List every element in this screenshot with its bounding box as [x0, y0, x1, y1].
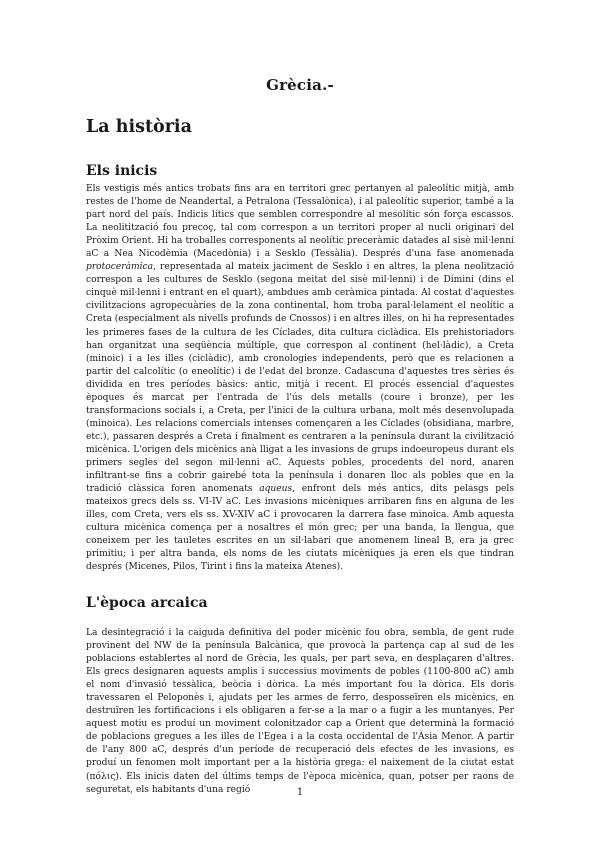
main-heading: La història [86, 117, 192, 137]
section-heading-epoca-arcaica: L'època arcaica [86, 595, 208, 611]
section-heading-els-inicis: Els inicis [86, 163, 158, 179]
section-body-epoca-arcaica [86, 627, 514, 797]
italic-term: aqueus [259, 484, 293, 495]
italic-term: protoceràmica [86, 262, 154, 273]
document-title: Grècia.- [266, 76, 334, 94]
text-run: , representada al mateix jaciment de Sesklo i en altres, la plena neolització correspon a les cultures de Sesklo (segona meitat del sisè mil·lenni) i de Dímini (dins el cinquè mil·lenni i entrant en el quart), ambdues amb ceràmica pintada. Al costat d'aquestes civilitzacions agropecuàries de la zona continental, hom troba paral·lelament el neolític a Creta (especialment als nivells profunds de Cnossos) i en altres illes, on hi ha representades les primeres fases de la cultura de les Cíclades, dita cultura ciclàdica. Els prehistoriadors han organitzat una seqüència múltiple, que correspon al continent (hel·làdic), a Creta (minoic) i a les illes (ciclàdic), amb cronologies independents, però que es relacionen a partir del calcolític (o eneolític) i de l'edat del bronze. Cadascuna d'aquestes tres sèries és dividida en tres períodes bàsics: antic, mitjà i recent. El procés essencial d'aquestes èpoques és marcat per l'entrada de l'ús dels metalls (coure i bronze), per les transformacions socials i, a Creta, per l'inici de la cultura urbana, molt més desenvolupada (minoica). Les relacions comercials intenses començaren a les Cíclades (obsidiana, marbre, etc.), passaren després a Creta i finalment es centraren a la península durant la civilització micènica. L'origen dels micènics anà lligat a les invasions de grups indoeuropeus durant els primers segles del segon mil·lenni aC. Aquests pobles, procedents del nord, anaren infiltrant-se fins a cobrir gairebé tota la península i donaren lloc als pobles que en la tradició clàssica foren anomenats [86, 262, 514, 495]
section-body-els-inicis [86, 183, 514, 574]
text-run: , enfront dels més antics, dits pelasgs pels mateixos grecs dels ss. VI-IV aC. Les invasions micèniques arribaren fins en alguna de les illes, com Creta, vers els ss. XV-XIV aC i provocaren la darrera fase minoica. Amb aquesta cultura micènica comença per a nosaltres el món grec; per una banda, la llengua, que coneixem per les tauletes escrites en un sil·labari que anomenem lineal B, era ja grec primitiu; i per altra banda, els noms de les ciutats micèniques ja eren els que tindran després (Micenes, Pilos, Tirint i fins la mateixa Atenes). [86, 484, 515, 573]
paragraph: La desintegració i la caiguda definitiva del poder micènic fou obra, sembla, de gent rude provinent del NW de la península Balcànica, que provocà la partença cap al sud de les poblacions establertes al nord de Grècia, les quals, per part seva, en desplaçaren d'altres. Els grecs designaren aquests amplis i successius moviments de pobles (1100-800 aC) amb el nom d'invasió tessàlica, beòcia i dòrica. La més important fou la dòrica. Els doris travessaren el Peloponès i, ajudats per les armes de ferro, desposseïren els micènics, en destruïren les fortificacions i els obligaren a fer-se a la mar o a fugir a les muntanyes. Per aquest motiu es produí un moviment colonitzador cap a Orient que determinà la formació de poblacions gregues a les illes de l'Egea i a la costa occidental de l'Àsia Menor. A partir de l'any 800 aC, després d'un període de recuperació dels efectes de les invasions, es produí un fenomen molt important per a la història grega: el naixement de la ciutat estat (πόλις). Els inicis daten del últims temps de l'època micènica, quan, potser per raons de seguretat, els habitants d'una regió [86, 628, 514, 795]
page-number: 1 [296, 787, 304, 798]
text-run: Els vestigis més antics trobats fins ara en territori grec pertanyen al paleolític mitjà, amb restes de l'home de Neandertal, a Petralona (Tessalònica), i al paleolític superior, també a la part nord del país. Indicis lítics que semblen correspondre al mesolític són força escassos. La neolitització fou precoç, tal com correspon a un territori proper al nucli originari del Pròxim Orient. Hi ha troballes corresponents al neolític preceràmic datades al sisè mil·lenni aC a Nea Nicodèmia (Macedònia) i a Sesklo (Tessàlia). Després d'una fase anomenada [86, 184, 514, 260]
paragraph [86, 183, 514, 574]
